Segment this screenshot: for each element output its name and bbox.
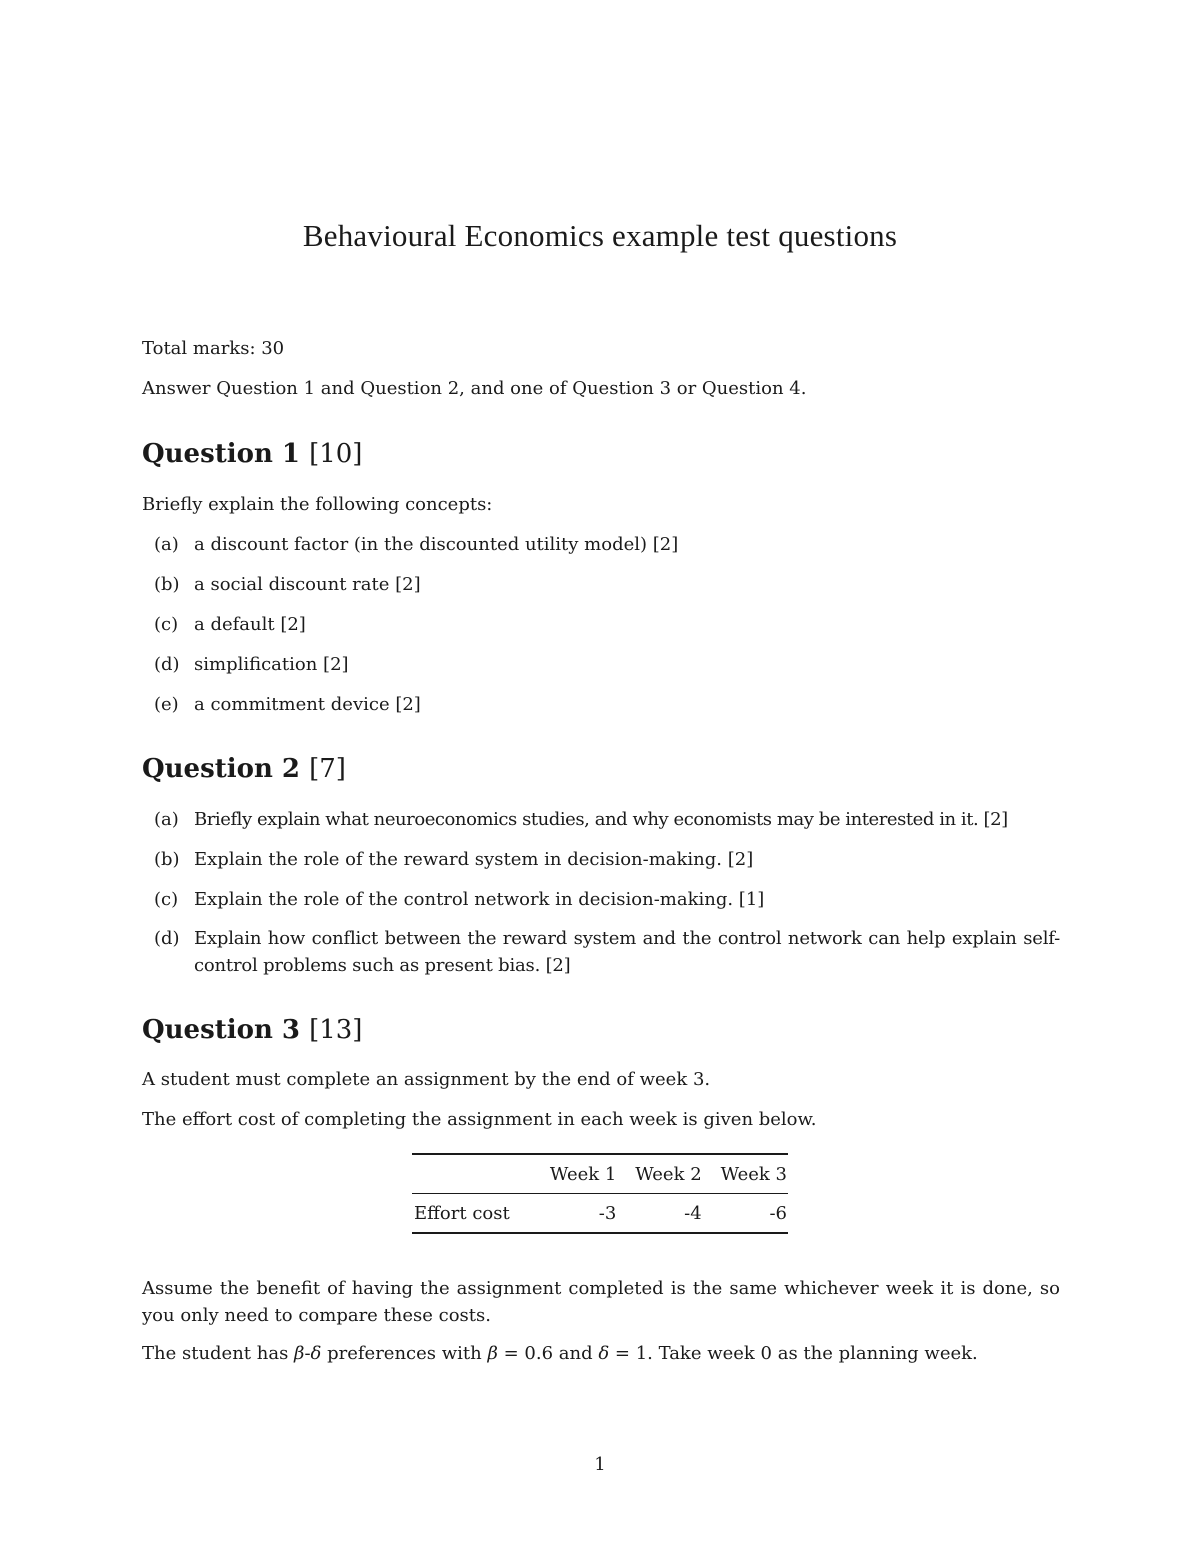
document-title: Behavioural Economics example test questions bbox=[302, 218, 898, 253]
question-3-marks: [13] bbox=[309, 1015, 363, 1045]
text-segment: = 1. Take week 0 as the planning week. bbox=[609, 1343, 978, 1364]
item-label: (b) bbox=[154, 849, 180, 870]
question-3-heading bbox=[142, 1013, 362, 1047]
column-header-week-3: Week 3 bbox=[720, 1163, 787, 1185]
text-segment: preferences with bbox=[321, 1343, 488, 1364]
item-label: (a) bbox=[154, 809, 179, 830]
item-label: (d) bbox=[154, 654, 180, 675]
effort-cost-table bbox=[412, 1153, 788, 1234]
item-text: a discount factor (in the discounted utility model) [2] bbox=[194, 534, 679, 555]
item-label: (c) bbox=[154, 614, 179, 635]
item-label: (a) bbox=[154, 534, 179, 555]
question-1-intro: Briefly explain the following concepts: bbox=[142, 494, 493, 515]
column-header-week-2: Week 2 bbox=[635, 1163, 702, 1185]
text-segment: = 0.6 and bbox=[497, 1343, 599, 1364]
instructions: Answer Question 1 and Question 2, and one of Question 3 or Question 4. bbox=[142, 378, 807, 399]
question-3-line-4 bbox=[142, 1341, 978, 1367]
question-1-marks: [10] bbox=[309, 439, 363, 469]
question-3-title: Question 3 bbox=[142, 1015, 301, 1045]
item-label: (e) bbox=[154, 694, 179, 715]
item-text: a commitment device [2] bbox=[194, 694, 421, 715]
beta-symbol: β bbox=[294, 1343, 305, 1364]
item-text: Explain the role of the control network in decision-making. [1] bbox=[194, 889, 765, 910]
total-marks: Total marks: 30 bbox=[142, 338, 285, 359]
item-text: a default [2] bbox=[194, 614, 306, 635]
beta-symbol: β bbox=[487, 1343, 498, 1364]
cell-week-1: -3 bbox=[598, 1202, 617, 1224]
question-1-title: Question 1 bbox=[142, 439, 301, 469]
item-label: (c) bbox=[154, 889, 179, 910]
item-label: (d) bbox=[154, 928, 180, 949]
page-number: 1 bbox=[594, 1454, 606, 1475]
item-text: Briefly explain what neuroeconomics studies, and why economists may be interested in it. [2] bbox=[194, 809, 1008, 830]
question-3-line-3: Assume the benefit of having the assignment completed is the same whichever week it is done, so you only need to compare these costs. bbox=[142, 1278, 1060, 1326]
row-label: Effort cost bbox=[414, 1202, 510, 1224]
item-text: a social discount rate [2] bbox=[194, 574, 421, 595]
question-3-line-2: The effort cost of completing the assignment in each week is given below. bbox=[142, 1109, 817, 1130]
item-text: Explain the role of the reward system in decision-making. [2] bbox=[194, 849, 754, 870]
column-header-week-1: Week 1 bbox=[549, 1163, 617, 1185]
cell-week-2: -4 bbox=[684, 1202, 702, 1224]
q2-item-d bbox=[142, 925, 1060, 979]
text-segment: The student has bbox=[142, 1343, 295, 1364]
question-1-heading bbox=[142, 437, 362, 471]
delta-symbol: δ bbox=[598, 1343, 610, 1364]
table-corner-cell bbox=[412, 1154, 532, 1194]
item-text: Explain how conflict between the reward system and the control network can help explain self-control problems such as present bias. [2] bbox=[194, 928, 1060, 976]
item-label: (b) bbox=[154, 574, 180, 595]
table-row bbox=[412, 1194, 788, 1234]
question-2-marks: [7] bbox=[309, 754, 346, 784]
table-header-row bbox=[412, 1154, 788, 1194]
question-2-heading bbox=[142, 752, 346, 786]
cell-week-3: -6 bbox=[769, 1202, 787, 1224]
question-3-line-1: A student must complete an assignment by the end of week 3. bbox=[142, 1069, 711, 1090]
item-text: simplification [2] bbox=[194, 654, 349, 675]
delta-symbol: δ bbox=[310, 1343, 322, 1364]
text-segment: - bbox=[304, 1343, 311, 1364]
question-2-title: Question 2 bbox=[142, 754, 301, 784]
